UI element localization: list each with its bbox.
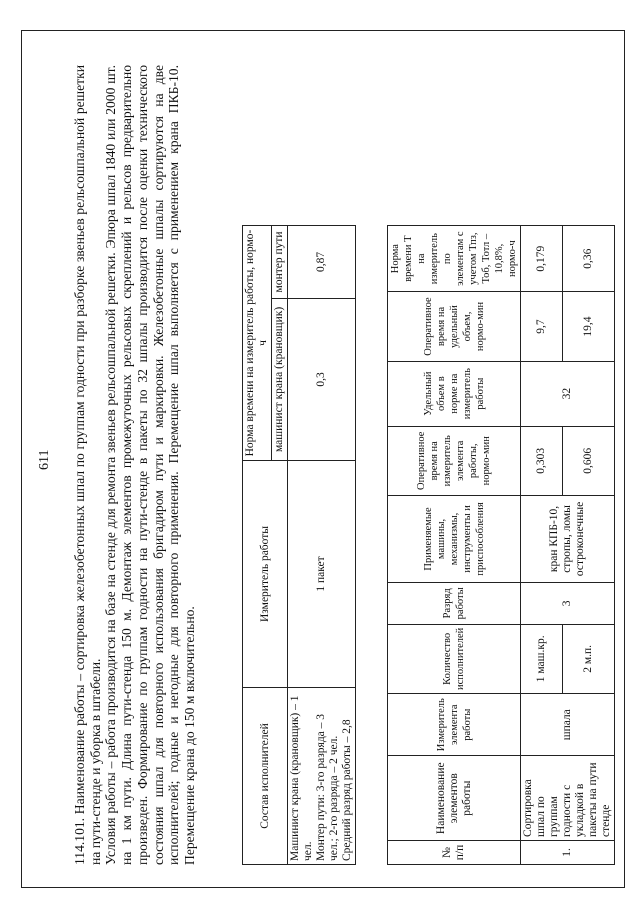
t2-h-volume: Удельный объем в норме на измеритель работы [388, 361, 521, 426]
t2-tools: кран КПБ-10, стропы, ломы остроконечные [521, 496, 615, 583]
t2-h-unit: Измеритель элемента работы [388, 693, 521, 756]
t2-qty-1: 1 маш.кр. [521, 624, 563, 693]
t2-opvol-1: 9,7 [521, 292, 563, 361]
t2-qty-2: 2 м.п. [562, 624, 614, 693]
t2-grade: 3 [521, 582, 615, 624]
t2-num: 1. [521, 840, 615, 864]
t1-norm-crane: 0,3 [288, 298, 356, 460]
staff-line: Средний разряд работы – 2,8 [341, 719, 353, 861]
t1-sub-track: монтер пути [272, 226, 288, 299]
page-number: 611 [37, 449, 52, 470]
work-title: 114.101. Наименование работы – сортировка железобетонных шпал по группам годности при разборке звеньев рельсошпальной решетки на пути-стенде и уборка в штабели. [72, 65, 103, 865]
intro-text [72, 65, 198, 865]
t2-volume: 32 [521, 361, 615, 426]
t2-h-optime: Оперативное время на измеритель элемента работы, нормо-мин [388, 426, 521, 495]
t1-unit: 1 пакет [288, 461, 356, 688]
t2-name: Сортировка шпал по группам годности с укладкой в пакеты на пути стенде [521, 756, 615, 840]
t2-h-opvol: Оперативное время на удельный объем, нормо-мин [388, 292, 521, 361]
staff-line: Машинист крана (крановщик) – 1 чел. [289, 695, 314, 861]
staff-norm-table [242, 225, 356, 865]
elements-table [387, 225, 615, 865]
t2-h-tools: Применяемые машины, механизмы, инструменты и приспособления [388, 496, 521, 583]
t2-h-norm: Норма времени Т на измеритель по элементам с учетом Тпз, Тоб, Тотл – 10,8%, нормо-ч [388, 226, 521, 292]
t1-header-staff: Состав исполнителей [243, 688, 288, 865]
t2-opvol-2: 19,4 [562, 292, 614, 361]
rotated-page-content [37, 65, 632, 865]
staff-line: Монтер пути: 3-го разряда – 3 чел.; 2-го разряда – 2 чел. [315, 713, 340, 861]
t2-unit: шпала [521, 693, 615, 756]
t1-sub-crane: машинист крана (крановщик) [272, 298, 288, 460]
t2-h-qty: Количество исполнителей [388, 624, 521, 693]
t2-h-name: Наименование элементов работы [388, 756, 521, 840]
t1-norm-track: 0,87 [288, 226, 356, 299]
t2-h-grade: Разряд работы [388, 582, 521, 624]
t2-h-num: № п/п [388, 840, 521, 864]
t2-norm-2: 0,36 [562, 226, 614, 292]
t2-norm-1: 0,179 [521, 226, 563, 292]
work-conditions: Условия работы – работа производится на базе на стенде для ремонта звеньев рельсошпальной решетки. Эпюра шпал 1840 или 2000 шт. на 1 км пути. Длина пути-стенда 150 м. Демонтаж элементов промежуточных рельсовых скреплений и рельсов предварительно произведен. Формирование по группам годности на пути-стенде в пакеты по 32 шпалы производится после оценки технического состояния шпал для повторного использования бригадиром пути и маркировки. Железобетонные шпалы сортируются на две исполнителей; годные и негодные для повторного применения. Перемещение шпал выполняется с применением крана ПКБ-10. Перемещение крана до 150 м включительно. [103, 65, 197, 865]
t2-optime-1: 0,303 [521, 426, 563, 495]
t1-header-norm: Норма времени на измеритель работы, нормо-ч [243, 226, 272, 461]
t1-staff [288, 688, 356, 865]
t1-header-unit: Измеритель работы [243, 461, 288, 688]
t2-optime-2: 0,606 [562, 426, 614, 495]
